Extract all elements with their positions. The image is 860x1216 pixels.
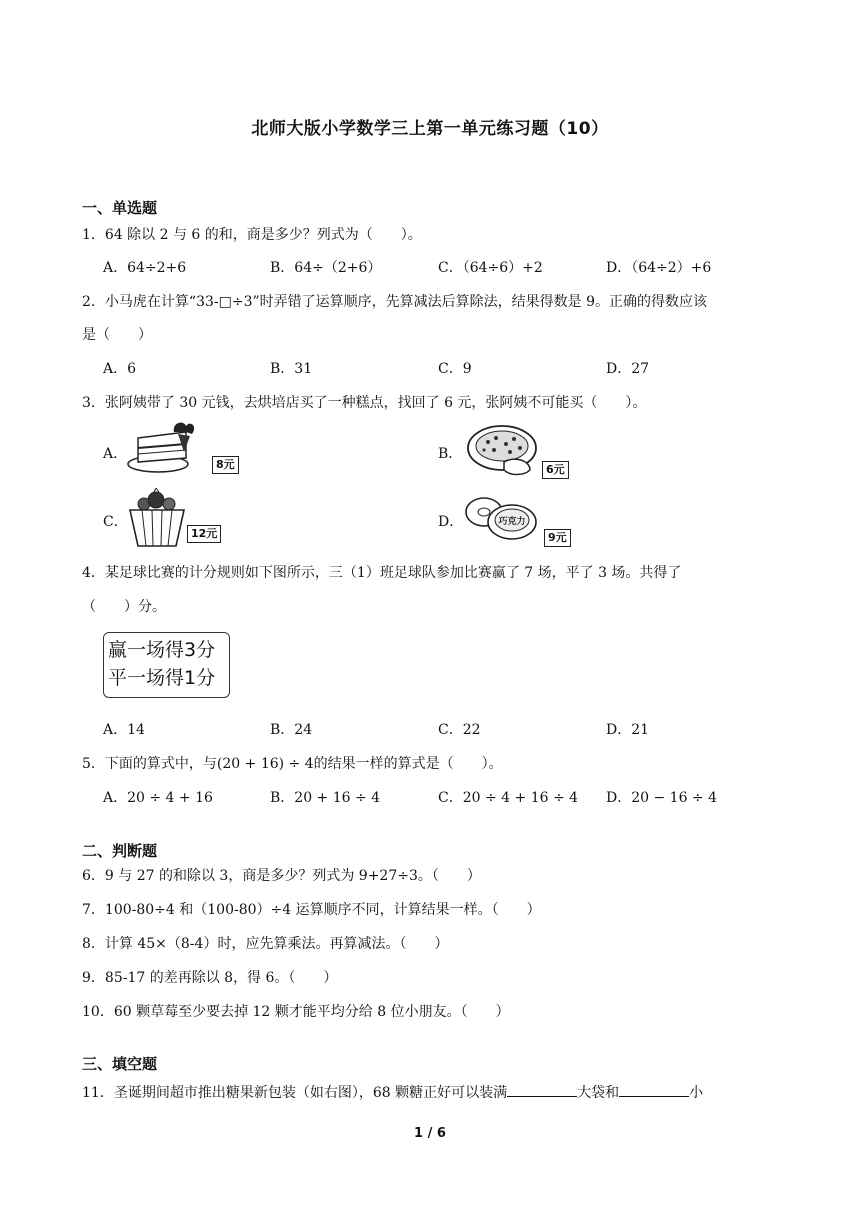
question-3-option-c: C． — [103, 514, 128, 530]
question-1-stem: 1．64 除以 2 与 6 的和，商是多少？列式为（ ）。 — [82, 227, 422, 243]
scoring-rules-box — [103, 632, 230, 698]
section-heading-fill-in: 三、填空题 — [82, 1055, 158, 1073]
scoring-rule-win: 赢一场得3分 — [108, 639, 216, 661]
page-number: 1 / 6 — [414, 1126, 446, 1141]
donut-label: 巧克力 — [498, 517, 526, 527]
question-1-option-d: D．（64÷2）+6 — [606, 260, 712, 276]
question-1-option-b: B．64÷（2+6） — [270, 260, 382, 276]
section-heading-true-false: 二、判断题 — [82, 842, 158, 860]
section-heading-single-choice: 一、单选题 — [82, 199, 158, 217]
question-3-option-a: A． — [103, 446, 128, 462]
donuts-icon — [462, 492, 542, 544]
question-4-option-c: C．22 — [438, 722, 481, 738]
question-4-stem-continued: （ ）分。 — [82, 599, 166, 615]
question-8: 8．计算 45×（8-4）时，应先算乘法。再算减法。（ ） — [82, 936, 449, 952]
question-5-option-c: C．20 ÷ 4 + 16 ÷ 4 — [438, 790, 579, 806]
question-3-option-b: B． — [438, 446, 463, 462]
scoring-rule-draw: 平一场得1分 — [108, 667, 216, 689]
fruit-tart-icon — [126, 488, 188, 550]
question-3-option-d: D． — [438, 514, 464, 530]
question-2-stem: 2．小马虎在计算“33-□÷3”时弄错了运算顺序，先算减法后算除法，结果得数是 9。正确的得数应该 — [82, 294, 707, 310]
question-9: 9．85-17 的差再除以 8，得 6。（ ） — [82, 970, 338, 986]
price-tag-d: 9元 — [544, 529, 571, 547]
question-11-text-3: 小 — [689, 1085, 704, 1101]
question-1-option-a: A．64÷2+6 — [103, 260, 187, 276]
question-3-stem: 3．张阿姨带了 30 元钱，去烘培店买了一种糕点，找回了 6 元，张阿姨不可能买（ ）。 — [82, 395, 647, 411]
bread-loaf-icon — [464, 422, 544, 480]
cake-slice-icon — [124, 418, 204, 476]
question-2-option-b: B．31 — [270, 361, 313, 377]
question-4-option-d: D．21 — [606, 722, 650, 738]
question-5-stem: 5．下面的算式中，与(20 + 16) ÷ 4的结果一样的算式是（ ）。 — [82, 756, 503, 772]
question-11-text-1: 11．圣诞期间超市推出糖果新包装（如右图），68 颗糖正好可以装满 — [82, 1085, 508, 1101]
page-title: 北师大版小学数学三上第一单元练习题（10） — [251, 119, 609, 139]
question-11 — [82, 1082, 703, 1103]
question-1-option-c: C．（64÷6）+2 — [438, 260, 543, 276]
question-2-stem-continued: 是（ ） — [82, 327, 152, 343]
question-4-option-b: B．24 — [270, 722, 313, 738]
question-10: 10．60 颗草莓至少要去掉 12 颗才能平均分给 8 位小朋友。（ ） — [82, 1004, 510, 1020]
question-2-option-a: A．6 — [103, 361, 137, 377]
question-5-option-d: D．20 − 16 ÷ 4 — [606, 790, 718, 806]
price-tag-a: 8元 — [212, 456, 239, 474]
question-2-option-d: D．27 — [606, 361, 650, 377]
question-2-option-c: C．9 — [438, 361, 472, 377]
question-5-option-a: A．20 ÷ 4 + 16 — [103, 790, 213, 806]
question-11-text-2: 大袋和 — [577, 1085, 620, 1101]
price-tag-c: 12元 — [187, 525, 221, 543]
answer-blank-2[interactable] — [619, 1082, 689, 1097]
question-4-stem: 4．某足球比赛的计分规则如下图所示，三（1）班足球队参加比赛赢了 7 场，平了 3 场。共得了 — [82, 565, 682, 581]
answer-blank-1[interactable] — [507, 1082, 577, 1097]
question-4-option-a: A．14 — [103, 722, 145, 738]
question-6: 6．9 与 27 的和除以 3，商是多少？列式为 9+27÷3。（ ） — [82, 868, 481, 884]
question-5-option-b: B．20 + 16 ÷ 4 — [270, 790, 381, 806]
price-tag-b: 6元 — [542, 461, 569, 479]
question-7: 7．100-80÷4 和（100-80）÷4 运算顺序不同，计算结果一样。（ ） — [82, 902, 541, 918]
